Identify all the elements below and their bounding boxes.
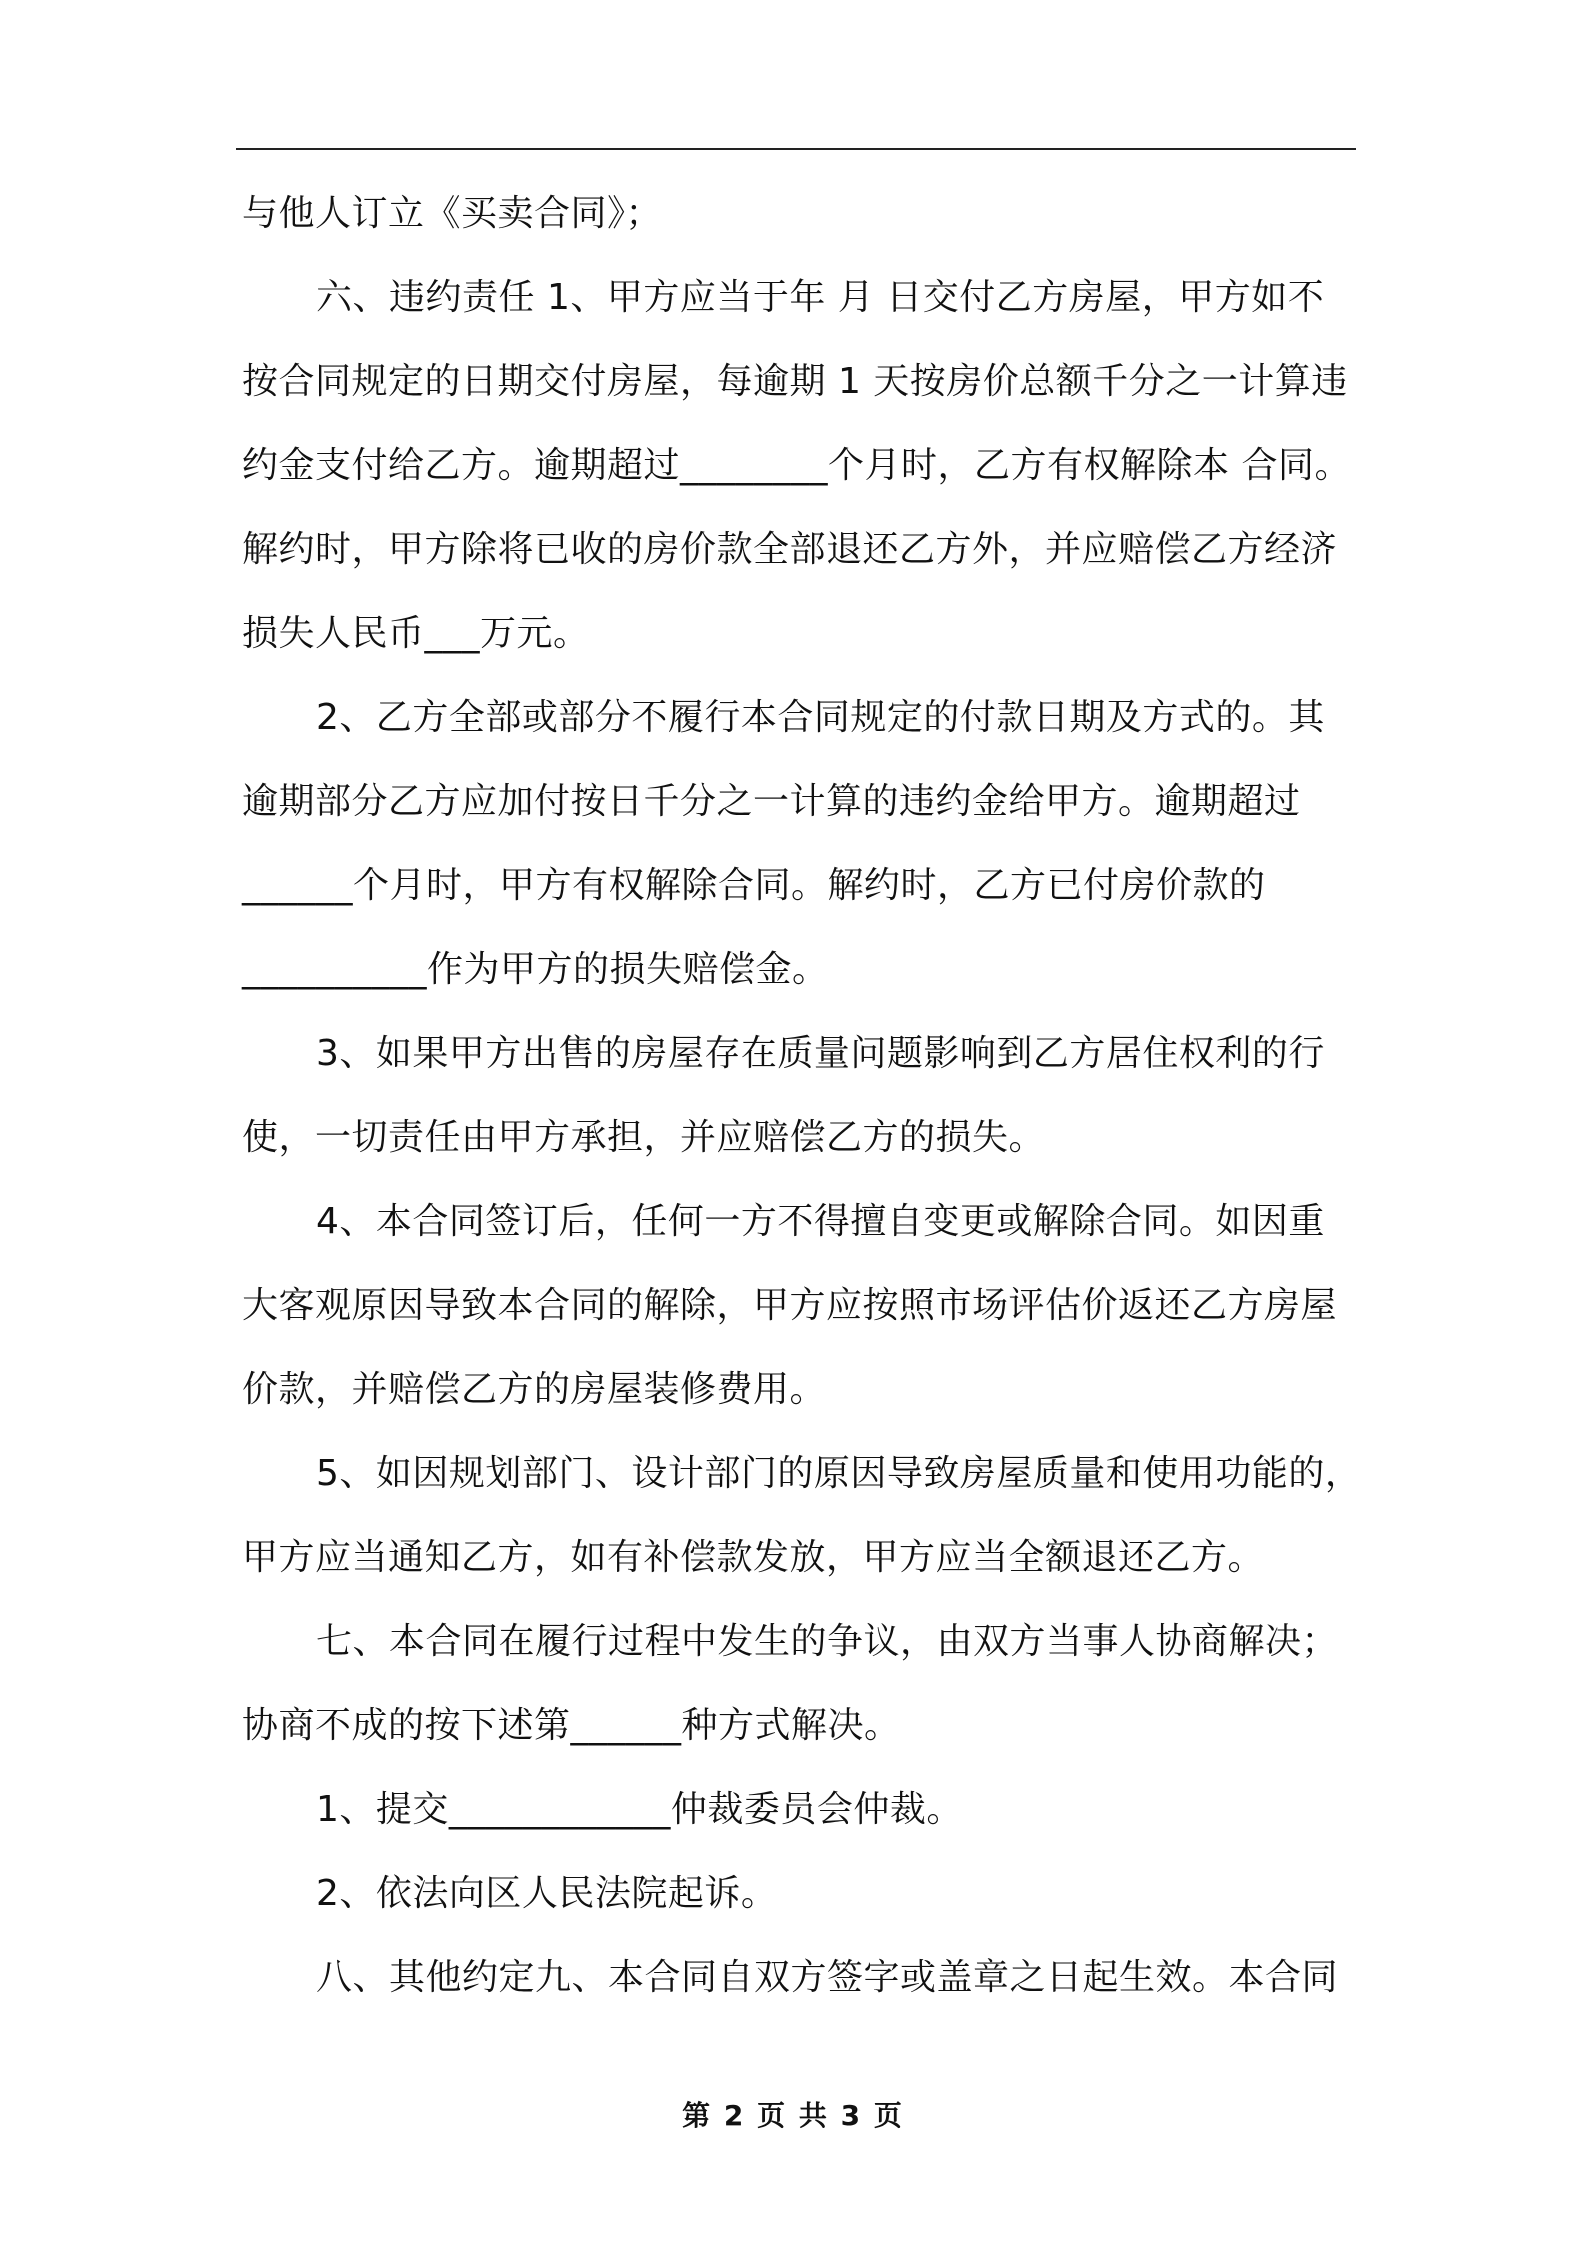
- clause-six-item-5: 5、如因规划部门、设计部门的原因导致房屋质量和使用功能的，: [316, 1453, 1362, 1494]
- clause-six-heading: 六、违约责任 1、甲方应当于年 月 日交付乙方房屋，甲方如不: [316, 277, 1325, 318]
- text-line: __________作为甲方的损失赔偿金。: [242, 949, 829, 990]
- header-rule: [236, 148, 1356, 150]
- clause-six-item-4: 4、本合同签订后，任何一方不得擅自变更或解除合同。如因重: [316, 1201, 1325, 1242]
- text-line: 解约时，甲方除将已收的房价款全部退还乙方外，并应赔偿乙方经济: [242, 529, 1338, 570]
- clause-seven-heading: 七、本合同在履行过程中发生的争议，由双方当事人协商解决；: [316, 1621, 1339, 1662]
- text-line: 协商不成的按下述第______种方式解决。: [242, 1705, 901, 1746]
- text-line: 约金支付给乙方。逾期超过________个月时，乙方有权解除本 合同。: [242, 445, 1351, 486]
- text-line: 逾期部分乙方应加付按日千分之一计算的违约金给甲方。逾期超过: [242, 781, 1301, 822]
- clause-seven-option-1: 1、提交____________仲裁委员会仲裁。: [316, 1789, 963, 1830]
- clause-six-item-3: 3、如果甲方出售的房屋存在质量问题影响到乙方居住权利的行: [316, 1033, 1325, 1074]
- text-line: ______个月时，甲方有权解除合同。解约时，乙方已付房价款的: [242, 865, 1266, 906]
- clause-six-item-2: 2、乙方全部或部分不履行本合同规定的付款日期及方式的。其: [316, 697, 1325, 738]
- clause-seven-option-2: 2、依法向区人民法院起诉。: [316, 1873, 778, 1914]
- clause-eight-nine-heading: 八、其他约定九、本合同自双方签字或盖章之日起生效。本合同: [316, 1957, 1339, 1998]
- text-line: 价款，并赔偿乙方的房屋装修费用。: [242, 1369, 827, 1410]
- document-body: [242, 172, 1372, 2020]
- text-line: 甲方应当通知乙方，如有补偿款发放，甲方应当全额退还乙方。: [242, 1537, 1265, 1578]
- text-line: 与他人订立《买卖合同》；: [242, 193, 663, 234]
- text-line: 大客观原因导致本合同的解除，甲方应按照市场评估价返还乙方房屋: [242, 1285, 1338, 1326]
- text-line: 使，一切责任由甲方承担，并应赔偿乙方的损失。: [242, 1117, 1046, 1158]
- text-line: 按合同规定的日期交付房屋，每逾期 1 天按房价总额千分之一计算违: [242, 361, 1348, 402]
- text-line: 损失人民币___万元。: [242, 613, 590, 654]
- page-number-footer: 第 2 页 共 3 页: [682, 2099, 904, 2132]
